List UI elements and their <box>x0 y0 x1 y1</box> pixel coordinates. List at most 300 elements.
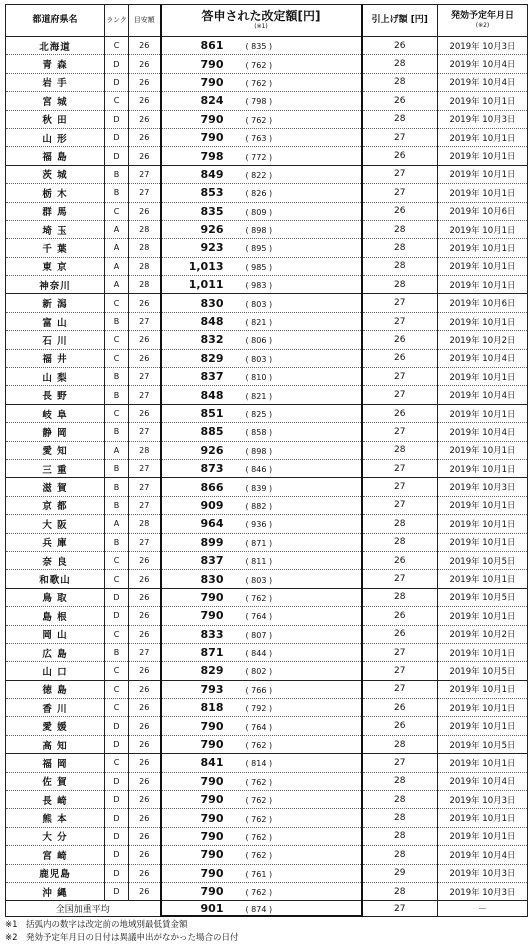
table-row <box>6 882 528 900</box>
prefecture-cell: 鳥 取 <box>6 588 105 606</box>
amount-cell <box>161 699 362 717</box>
prefecture-cell: 高 知 <box>6 735 105 753</box>
raise-cell: 28 <box>362 55 438 73</box>
amount-value: 793 <box>200 682 224 696</box>
amount-value: 832 <box>200 333 224 347</box>
date-cell: 2019年 10月1日 <box>438 570 528 588</box>
target-cell: 28 <box>129 257 161 275</box>
amount-value: 824 <box>200 94 224 108</box>
raise-cell: 28 <box>362 257 438 275</box>
amount-cell <box>161 772 362 790</box>
rank-cell: C <box>105 37 129 55</box>
rank-cell: D <box>105 864 129 882</box>
target-cell: 26 <box>129 147 161 165</box>
prefecture-cell: 大 分 <box>6 827 105 845</box>
previous-amount: ( 803 ) <box>245 299 273 309</box>
target-cell: 28 <box>129 515 161 533</box>
raise-cell: 27 <box>362 423 438 441</box>
amount-cell <box>161 643 362 661</box>
raise-cell: 26 <box>362 551 438 569</box>
rank-cell: C <box>105 92 129 110</box>
raise-cell: 27 <box>362 386 438 404</box>
date-cell: 2019年 10月1日 <box>438 680 528 698</box>
previous-amount: ( 792 ) <box>245 704 273 714</box>
target-cell: 26 <box>129 73 161 91</box>
previous-amount: ( 762 ) <box>245 832 273 842</box>
raise-cell: 27 <box>362 643 438 661</box>
amount-cell <box>161 662 362 680</box>
rank-cell: C <box>105 404 129 422</box>
prefecture-cell: 石 川 <box>6 331 105 349</box>
amount-value: 837 <box>200 370 224 384</box>
amount-value: 790 <box>200 131 224 145</box>
table-row <box>6 349 528 367</box>
prefecture-cell: 愛 知 <box>6 441 105 459</box>
prefecture-cell: 京 都 <box>6 496 105 514</box>
raise-cell: 28 <box>362 882 438 900</box>
previous-amount: ( 895 ) <box>245 244 273 254</box>
previous-amount: ( 803 ) <box>245 575 273 585</box>
raise-cell: 27 <box>362 368 438 386</box>
prefecture-cell: 沖 縄 <box>6 882 105 900</box>
date-cell: 2019年 10月1日 <box>438 147 528 165</box>
prefecture-cell: 宮 崎 <box>6 846 105 864</box>
previous-amount: ( 762 ) <box>245 888 273 898</box>
target-cell: 27 <box>129 533 161 551</box>
raise-cell: 26 <box>362 404 438 422</box>
amount-value: 790 <box>200 609 224 623</box>
amount-value: 835 <box>200 204 224 218</box>
raise-cell: 26 <box>362 202 438 220</box>
raise-cell: 27 <box>362 165 438 183</box>
national-average-raise: 27 <box>362 901 438 917</box>
table-row <box>6 551 528 569</box>
target-cell: 26 <box>129 37 161 55</box>
header-raise: 引上げ額 [円] <box>362 5 438 37</box>
amount-value: 873 <box>200 462 224 476</box>
previous-amount: ( 762 ) <box>245 741 273 751</box>
raise-cell: 28 <box>362 533 438 551</box>
raise-cell: 28 <box>362 772 438 790</box>
target-cell: 26 <box>129 772 161 790</box>
amount-value: 790 <box>200 57 224 71</box>
date-cell: 2019年 10月1日 <box>438 368 528 386</box>
prefecture-cell: 鹿児島 <box>6 864 105 882</box>
amount-cell <box>161 184 362 202</box>
amount-cell <box>161 588 362 606</box>
header-target: 目安額 <box>129 5 161 37</box>
amount-value: 818 <box>200 701 224 715</box>
header-amount <box>161 5 362 37</box>
amount-value: 790 <box>200 774 224 788</box>
previous-amount: ( 810 ) <box>245 373 273 383</box>
date-cell: 2019年 10月1日 <box>438 496 528 514</box>
amount-cell <box>161 37 362 55</box>
target-cell: 27 <box>129 496 161 514</box>
previous-amount: ( 985 ) <box>245 262 273 272</box>
previous-amount: ( 898 ) <box>245 446 273 456</box>
date-cell: 2019年 10月1日 <box>438 699 528 717</box>
rank-cell: C <box>105 202 129 220</box>
target-cell: 26 <box>129 202 161 220</box>
raise-cell: 28 <box>362 441 438 459</box>
raise-cell: 26 <box>362 147 438 165</box>
previous-amount: ( 814 ) <box>245 759 273 769</box>
table-row <box>6 239 528 257</box>
raise-cell: 26 <box>362 92 438 110</box>
target-cell: 26 <box>129 791 161 809</box>
date-cell: 2019年 10月1日 <box>438 754 528 772</box>
national-average-date: － <box>438 901 528 917</box>
target-cell: 26 <box>129 699 161 717</box>
raise-cell: 27 <box>362 680 438 698</box>
rank-cell: C <box>105 349 129 367</box>
raise-cell: 28 <box>362 73 438 91</box>
header-amount-note: (※1) <box>254 23 268 31</box>
raise-cell: 28 <box>362 809 438 827</box>
amount-cell <box>161 533 362 551</box>
amount-value: 837 <box>200 554 224 568</box>
date-cell: 2019年 10月1日 <box>438 165 528 183</box>
table-row <box>6 110 528 128</box>
rank-cell: C <box>105 662 129 680</box>
amount-value: 853 <box>200 186 224 200</box>
prefecture-cell: 滋 賀 <box>6 478 105 496</box>
date-cell: 2019年 10月4日 <box>438 423 528 441</box>
table-row <box>6 699 528 717</box>
date-cell: 2019年 10月4日 <box>438 55 528 73</box>
amount-value: 790 <box>200 793 224 807</box>
amount-value: 964 <box>200 517 224 531</box>
amount-cell <box>161 607 362 625</box>
rank-cell: A <box>105 276 129 294</box>
rank-cell: B <box>105 643 129 661</box>
date-cell: 2019年 10月1日 <box>438 533 528 551</box>
date-cell: 2019年 10月3日 <box>438 791 528 809</box>
raise-cell: 27 <box>362 754 438 772</box>
raise-cell: 26 <box>362 331 438 349</box>
prefecture-cell: 佐 賀 <box>6 772 105 790</box>
previous-amount: ( 764 ) <box>245 722 273 732</box>
rank-cell: C <box>105 680 129 698</box>
rank-cell: A <box>105 220 129 238</box>
date-cell: 2019年 10月1日 <box>438 184 528 202</box>
target-cell: 26 <box>129 607 161 625</box>
prefecture-cell: 広 島 <box>6 643 105 661</box>
date-cell: 2019年 10月5日 <box>438 662 528 680</box>
amount-value: 849 <box>200 167 224 181</box>
amount-cell <box>161 496 362 514</box>
previous-amount: ( 936 ) <box>245 520 273 530</box>
rank-cell: D <box>105 55 129 73</box>
target-cell: 26 <box>129 717 161 735</box>
amount-cell <box>161 312 362 330</box>
amount-cell <box>161 239 362 257</box>
date-cell: 2019年 10月4日 <box>438 772 528 790</box>
amount-cell <box>161 459 362 477</box>
table-row <box>6 147 528 165</box>
amount-value: 861 <box>200 39 224 53</box>
raise-cell: 29 <box>362 864 438 882</box>
amount-value: 798 <box>200 149 224 163</box>
amount-cell <box>161 349 362 367</box>
amount-cell <box>161 257 362 275</box>
national-average-amount: 901 <box>200 901 224 915</box>
date-cell: 2019年 10月1日 <box>438 312 528 330</box>
raise-cell: 27 <box>362 128 438 146</box>
minimum-wage-table <box>5 4 528 917</box>
target-cell: 28 <box>129 276 161 294</box>
amount-value: 871 <box>200 646 224 660</box>
amount-value: 1,011 <box>188 278 224 292</box>
raise-cell: 28 <box>362 588 438 606</box>
target-cell: 27 <box>129 459 161 477</box>
previous-amount: ( 821 ) <box>245 318 273 328</box>
previous-amount: ( 822 ) <box>245 170 273 180</box>
previous-amount: ( 882 ) <box>245 501 273 511</box>
date-cell: 2019年 10月3日 <box>438 882 528 900</box>
table-row <box>6 588 528 606</box>
amount-cell <box>161 441 362 459</box>
raise-cell: 26 <box>362 625 438 643</box>
previous-amount: ( 764 ) <box>245 612 273 622</box>
previous-amount: ( 762 ) <box>245 777 273 787</box>
amount-value: 885 <box>200 425 224 439</box>
target-cell: 27 <box>129 478 161 496</box>
target-cell: 26 <box>129 551 161 569</box>
previous-amount: ( 761 ) <box>245 869 273 879</box>
date-cell: 2019年 10月1日 <box>438 809 528 827</box>
table-row <box>6 717 528 735</box>
date-cell: 2019年 10月1日 <box>438 128 528 146</box>
target-cell: 26 <box>129 680 161 698</box>
raise-cell: 26 <box>362 699 438 717</box>
date-cell: 2019年 10月1日 <box>438 276 528 294</box>
target-cell: 26 <box>129 331 161 349</box>
date-cell: 2019年 10月5日 <box>438 588 528 606</box>
amount-value: 790 <box>200 829 224 843</box>
table-row <box>6 791 528 809</box>
amount-value: 829 <box>200 664 224 678</box>
prefecture-cell: 福 岡 <box>6 754 105 772</box>
amount-cell <box>161 478 362 496</box>
amount-cell <box>161 735 362 753</box>
previous-amount: ( 839 ) <box>245 483 273 493</box>
target-cell: 27 <box>129 184 161 202</box>
amount-value: 848 <box>200 315 224 329</box>
amount-value: 829 <box>200 351 224 365</box>
amount-cell <box>161 570 362 588</box>
table-row <box>6 533 528 551</box>
rank-cell: A <box>105 239 129 257</box>
amount-cell <box>161 276 362 294</box>
date-cell: 2019年 10月2日 <box>438 331 528 349</box>
date-cell: 2019年 10月4日 <box>438 846 528 864</box>
target-cell: 26 <box>129 846 161 864</box>
previous-amount: ( 762 ) <box>245 115 273 125</box>
amount-value: 1,013 <box>188 259 224 273</box>
rank-cell: A <box>105 257 129 275</box>
prefecture-cell: 山 梨 <box>6 368 105 386</box>
prefecture-cell: 群 馬 <box>6 202 105 220</box>
amount-value: 926 <box>200 223 224 237</box>
table-row <box>6 37 528 55</box>
rank-cell: D <box>105 717 129 735</box>
previous-amount: ( 762 ) <box>245 814 273 824</box>
rank-cell: B <box>105 423 129 441</box>
raise-cell: 26 <box>362 37 438 55</box>
rank-cell: B <box>105 165 129 183</box>
raise-cell: 26 <box>362 607 438 625</box>
rank-cell: A <box>105 515 129 533</box>
target-cell: 26 <box>129 349 161 367</box>
raise-cell: 28 <box>362 827 438 845</box>
amount-value: 790 <box>200 112 224 126</box>
prefecture-cell: 富 山 <box>6 312 105 330</box>
header-prefecture: 都道府県名 <box>6 5 105 37</box>
table-row <box>6 312 528 330</box>
prefecture-cell: 神奈川 <box>6 276 105 294</box>
table-row <box>6 368 528 386</box>
prefecture-cell: 山 口 <box>6 662 105 680</box>
prefecture-cell: 静 岡 <box>6 423 105 441</box>
rank-cell: C <box>105 570 129 588</box>
table-row <box>6 459 528 477</box>
target-cell: 26 <box>129 809 161 827</box>
previous-amount: ( 762 ) <box>245 851 273 861</box>
amount-cell <box>161 331 362 349</box>
amount-cell <box>161 404 362 422</box>
amount-cell <box>161 55 362 73</box>
rank-cell: C <box>105 754 129 772</box>
raise-cell: 28 <box>362 220 438 238</box>
amount-value: 909 <box>200 498 224 512</box>
rank-cell: D <box>105 882 129 900</box>
date-cell: 2019年 10月1日 <box>438 220 528 238</box>
target-cell: 26 <box>129 404 161 422</box>
target-cell: 27 <box>129 312 161 330</box>
table-header-row <box>6 5 528 37</box>
previous-amount: ( 802 ) <box>245 667 273 677</box>
table-row <box>6 827 528 845</box>
previous-amount: ( 762 ) <box>245 796 273 806</box>
table-row <box>6 55 528 73</box>
table-row <box>6 92 528 110</box>
target-cell: 27 <box>129 165 161 183</box>
table-body <box>6 37 528 901</box>
raise-cell: 27 <box>362 496 438 514</box>
prefecture-cell: 奈 良 <box>6 551 105 569</box>
prefecture-cell: 新 潟 <box>6 294 105 312</box>
table-row <box>6 864 528 882</box>
date-cell: 2019年 10月1日 <box>438 257 528 275</box>
prefecture-cell: 岐 阜 <box>6 404 105 422</box>
date-cell: 2019年 10月1日 <box>438 404 528 422</box>
table-row <box>6 772 528 790</box>
rank-cell: B <box>105 386 129 404</box>
table-row <box>6 276 528 294</box>
raise-cell: 27 <box>362 570 438 588</box>
amount-value: 833 <box>200 627 224 641</box>
footnote-1: ※1 括弧内の数字は改定前の地域別最低賃金額 <box>5 920 188 931</box>
amount-value: 790 <box>200 75 224 89</box>
table-row <box>6 643 528 661</box>
footnote-2: ※2 発効予定年月日の日付は異議申出がなかった場合の日付 <box>5 933 239 944</box>
date-cell: 2019年 10月1日 <box>438 92 528 110</box>
raise-cell: 28 <box>362 735 438 753</box>
rank-cell: B <box>105 478 129 496</box>
prefecture-cell: 宮 城 <box>6 92 105 110</box>
rank-cell: C <box>105 331 129 349</box>
prefecture-cell: 香 川 <box>6 699 105 717</box>
previous-amount: ( 983 ) <box>245 281 273 291</box>
prefecture-cell: 島 根 <box>6 607 105 625</box>
amount-cell <box>161 827 362 845</box>
rank-cell: C <box>105 294 129 312</box>
amount-value: 790 <box>200 866 224 880</box>
table-row <box>6 165 528 183</box>
table-row <box>6 331 528 349</box>
prefecture-cell: 東 京 <box>6 257 105 275</box>
raise-cell: 27 <box>362 184 438 202</box>
prefecture-cell: 愛 媛 <box>6 717 105 735</box>
amount-cell <box>161 791 362 809</box>
amount-value: 790 <box>200 848 224 862</box>
date-cell: 2019年 10月3日 <box>438 37 528 55</box>
prefecture-cell: 北海道 <box>6 37 105 55</box>
amount-value: 923 <box>200 241 224 255</box>
rank-cell: D <box>105 607 129 625</box>
previous-amount: ( 762 ) <box>245 60 273 70</box>
header-date <box>438 5 528 37</box>
previous-amount: ( 846 ) <box>245 465 273 475</box>
table-row <box>6 496 528 514</box>
amount-cell <box>161 220 362 238</box>
national-average-label: 全国加重平均 <box>6 901 161 917</box>
amount-cell <box>161 809 362 827</box>
table-row <box>6 184 528 202</box>
previous-amount: ( 766 ) <box>245 685 273 695</box>
amount-cell <box>161 864 362 882</box>
table-row <box>6 735 528 753</box>
rank-cell: D <box>105 827 129 845</box>
amount-value: 848 <box>200 388 224 402</box>
amount-value: 899 <box>200 535 224 549</box>
date-cell: 2019年 10月1日 <box>438 643 528 661</box>
date-cell: 2019年 10月3日 <box>438 478 528 496</box>
amount-cell <box>161 515 362 533</box>
previous-amount: ( 772 ) <box>245 152 273 162</box>
table-row <box>6 73 528 91</box>
date-cell: 2019年 10月1日 <box>438 717 528 735</box>
previous-amount: ( 835 ) <box>245 42 273 52</box>
date-cell: 2019年 10月1日 <box>438 459 528 477</box>
rank-cell: D <box>105 110 129 128</box>
table-row <box>6 423 528 441</box>
minimum-wage-document <box>5 4 527 945</box>
target-cell: 26 <box>129 128 161 146</box>
rank-cell: D <box>105 147 129 165</box>
prefecture-cell: 長 野 <box>6 386 105 404</box>
date-cell: 2019年 10月6日 <box>438 202 528 220</box>
amount-cell <box>161 202 362 220</box>
amount-value: 790 <box>200 811 224 825</box>
raise-cell: 28 <box>362 276 438 294</box>
raise-cell: 27 <box>362 294 438 312</box>
table-row <box>6 257 528 275</box>
prefecture-cell: 徳 島 <box>6 680 105 698</box>
date-cell: 2019年 10月4日 <box>438 73 528 91</box>
